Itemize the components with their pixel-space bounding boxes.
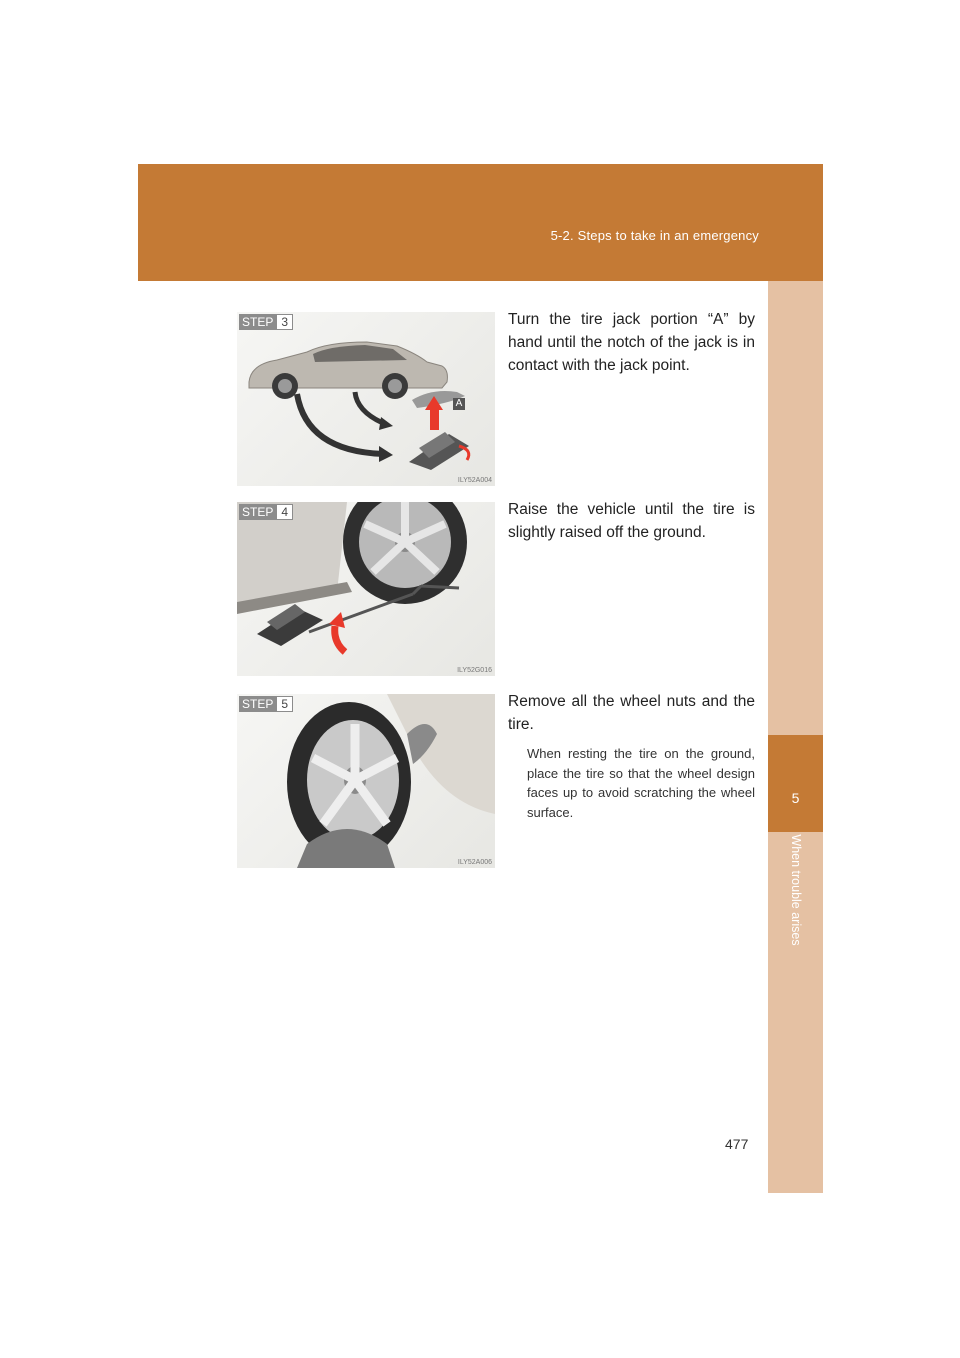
chapter-tab[interactable]	[768, 735, 823, 832]
step-5-illustration	[237, 694, 495, 868]
step-word: STEP	[239, 314, 276, 330]
step-word: STEP	[239, 696, 276, 712]
section-title: 5-2. Steps to take in an emergency	[550, 228, 759, 243]
step-4-illustration	[237, 502, 495, 676]
step-3-illustration	[237, 312, 495, 486]
step-number: 4	[276, 504, 293, 520]
header-band	[138, 164, 823, 281]
figure-code: ILY52A004	[457, 477, 492, 484]
step-3-text: Turn the tire jack portion “A” by hand until the notch of the jack is in contact with the jack point.	[508, 311, 755, 374]
step-number: 5	[276, 696, 293, 712]
step-5-badge	[239, 696, 293, 712]
step-number: 3	[276, 314, 293, 330]
step-5-note: When resting the tire on the ground, place the tire so that the wheel design faces up to avoid scratching the wheel surface.	[527, 746, 755, 820]
page-number: 477	[725, 1136, 749, 1152]
step-word: STEP	[239, 504, 276, 520]
step-4-text: Raise the vehicle until the tire is slightly raised off the ground.	[508, 501, 755, 541]
callout-a-label: A	[455, 398, 463, 409]
figure-code: ILY52A006	[457, 859, 492, 866]
step-4-badge	[239, 504, 293, 520]
chapter-label: When trouble arises	[789, 834, 803, 946]
step-3-badge	[239, 314, 293, 330]
remove-tire-illustration	[237, 694, 495, 868]
figure-code: ILY52G016	[457, 667, 492, 674]
step-5-text: Remove all the wheel nuts and the tire.	[508, 693, 755, 733]
raised-wheel-illustration	[237, 502, 495, 676]
chapter-number: 5	[791, 790, 800, 806]
